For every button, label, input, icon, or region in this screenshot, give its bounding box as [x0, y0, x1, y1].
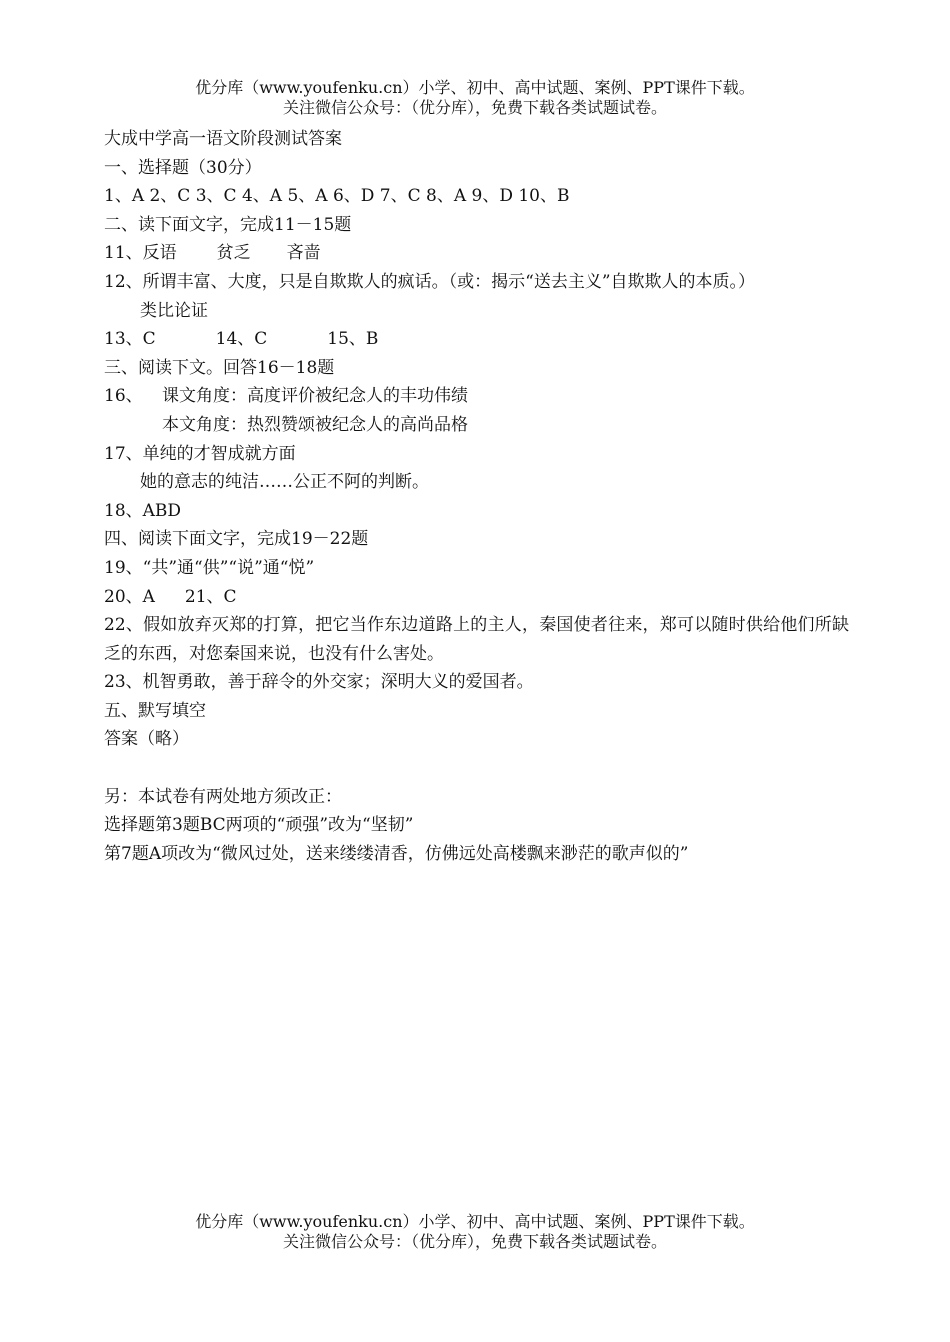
q12-answer: 12、所谓丰富、大度，只是自欺欺人的疯话。（或：揭示“送去主义”自欺欺人的本质。）	[104, 271, 756, 292]
q19-answer: 19、“共”通“供”“说”通“悦”	[104, 557, 315, 578]
q11-word-1: 反语	[142, 243, 177, 264]
section-1-answers: 1、A 2、C 3、C 4、A 5、A 6、D 7、C 8、A 9、D 10、B	[104, 186, 570, 207]
section-5-heading: 五、默写填空	[104, 700, 206, 721]
spacer	[104, 754, 849, 783]
q17-answer-line-2: 她的意志的纯洁……公正不阿的判断。	[140, 472, 429, 493]
q13-15-answers	[104, 325, 849, 354]
section-5-answer: 答案（略）	[104, 729, 189, 750]
q18-answer: 18、ABD	[104, 500, 182, 521]
q23-answer: 23、机智勇敢，善于辞令的外交家；深明大义的爱国者。	[104, 672, 534, 693]
q11-number: 11、	[104, 243, 143, 264]
header-line-2: 关注微信公众号：（优分库），免费下载各类试题试卷。	[282, 98, 667, 117]
q20-answer: 20、A	[104, 586, 155, 607]
q21-answer: 21、C	[184, 586, 237, 607]
q20-21-answers	[104, 583, 849, 612]
q16-line-1-text: 课文角度：高度评价被纪念人的丰功伟绩	[162, 386, 468, 407]
notes-line-3: 第7题A项改为“微风过处，送来缕缕清香，仿佛远处高楼飘来渺茫的歌声似的”	[104, 843, 689, 864]
section-4-heading: 四、阅读下面文字，完成19－22题	[104, 529, 369, 550]
q15-answer: 15、B	[327, 329, 379, 350]
notes-line-1: 另：本试卷有两处地方须改正：	[104, 786, 342, 807]
q13-answer: 13、C	[104, 329, 156, 350]
section-1-heading: 一、选择题（30分）	[104, 157, 262, 178]
q16-answer-line-2: 本文角度：热烈赞颂被纪念人的高尚品格	[162, 414, 468, 435]
footer-line-2: 关注微信公众号：（优分库），免费下载各类试题试卷。	[282, 1232, 667, 1251]
section-3-heading: 三、阅读下文。回答16－18题	[104, 357, 335, 378]
answer-content	[104, 125, 849, 868]
q17-answer-line-1: 17、单纯的才智成就方面	[104, 443, 296, 464]
page-footer	[0, 1212, 950, 1252]
document-title: 大成中学高一语文阶段测试答案	[104, 129, 342, 149]
q16-answer-line-1	[104, 382, 849, 411]
q14-answer: 14、C	[215, 329, 268, 350]
header-line-1: 优分库（www.youfenku.cn）小学、初中、高中试题、案例、PPT课件下载。	[195, 78, 755, 97]
q11-answer	[104, 239, 849, 268]
q12-sub-answer: 类比论证	[140, 300, 208, 321]
footer-line-1: 优分库（www.youfenku.cn）小学、初中、高中试题、案例、PPT课件下载。	[195, 1212, 755, 1231]
q11-word-3: 吝啬	[286, 243, 321, 264]
q22-answer: 22、假如放弃灭郑的打算，把它当作东边道路上的主人，秦国使者往来，郑可以随时供给他们所缺乏的东西，对您秦国来说，也没有什么害处。	[104, 615, 849, 664]
notes-line-2: 选择题第3题BC两项的“顽强”改为“坚韧”	[104, 815, 414, 836]
q11-word-2: 贫乏	[216, 243, 251, 264]
page-header	[0, 78, 950, 118]
q16-number: 16、	[104, 386, 143, 407]
section-2-heading: 二、读下面文字，完成11－15题	[104, 214, 352, 235]
